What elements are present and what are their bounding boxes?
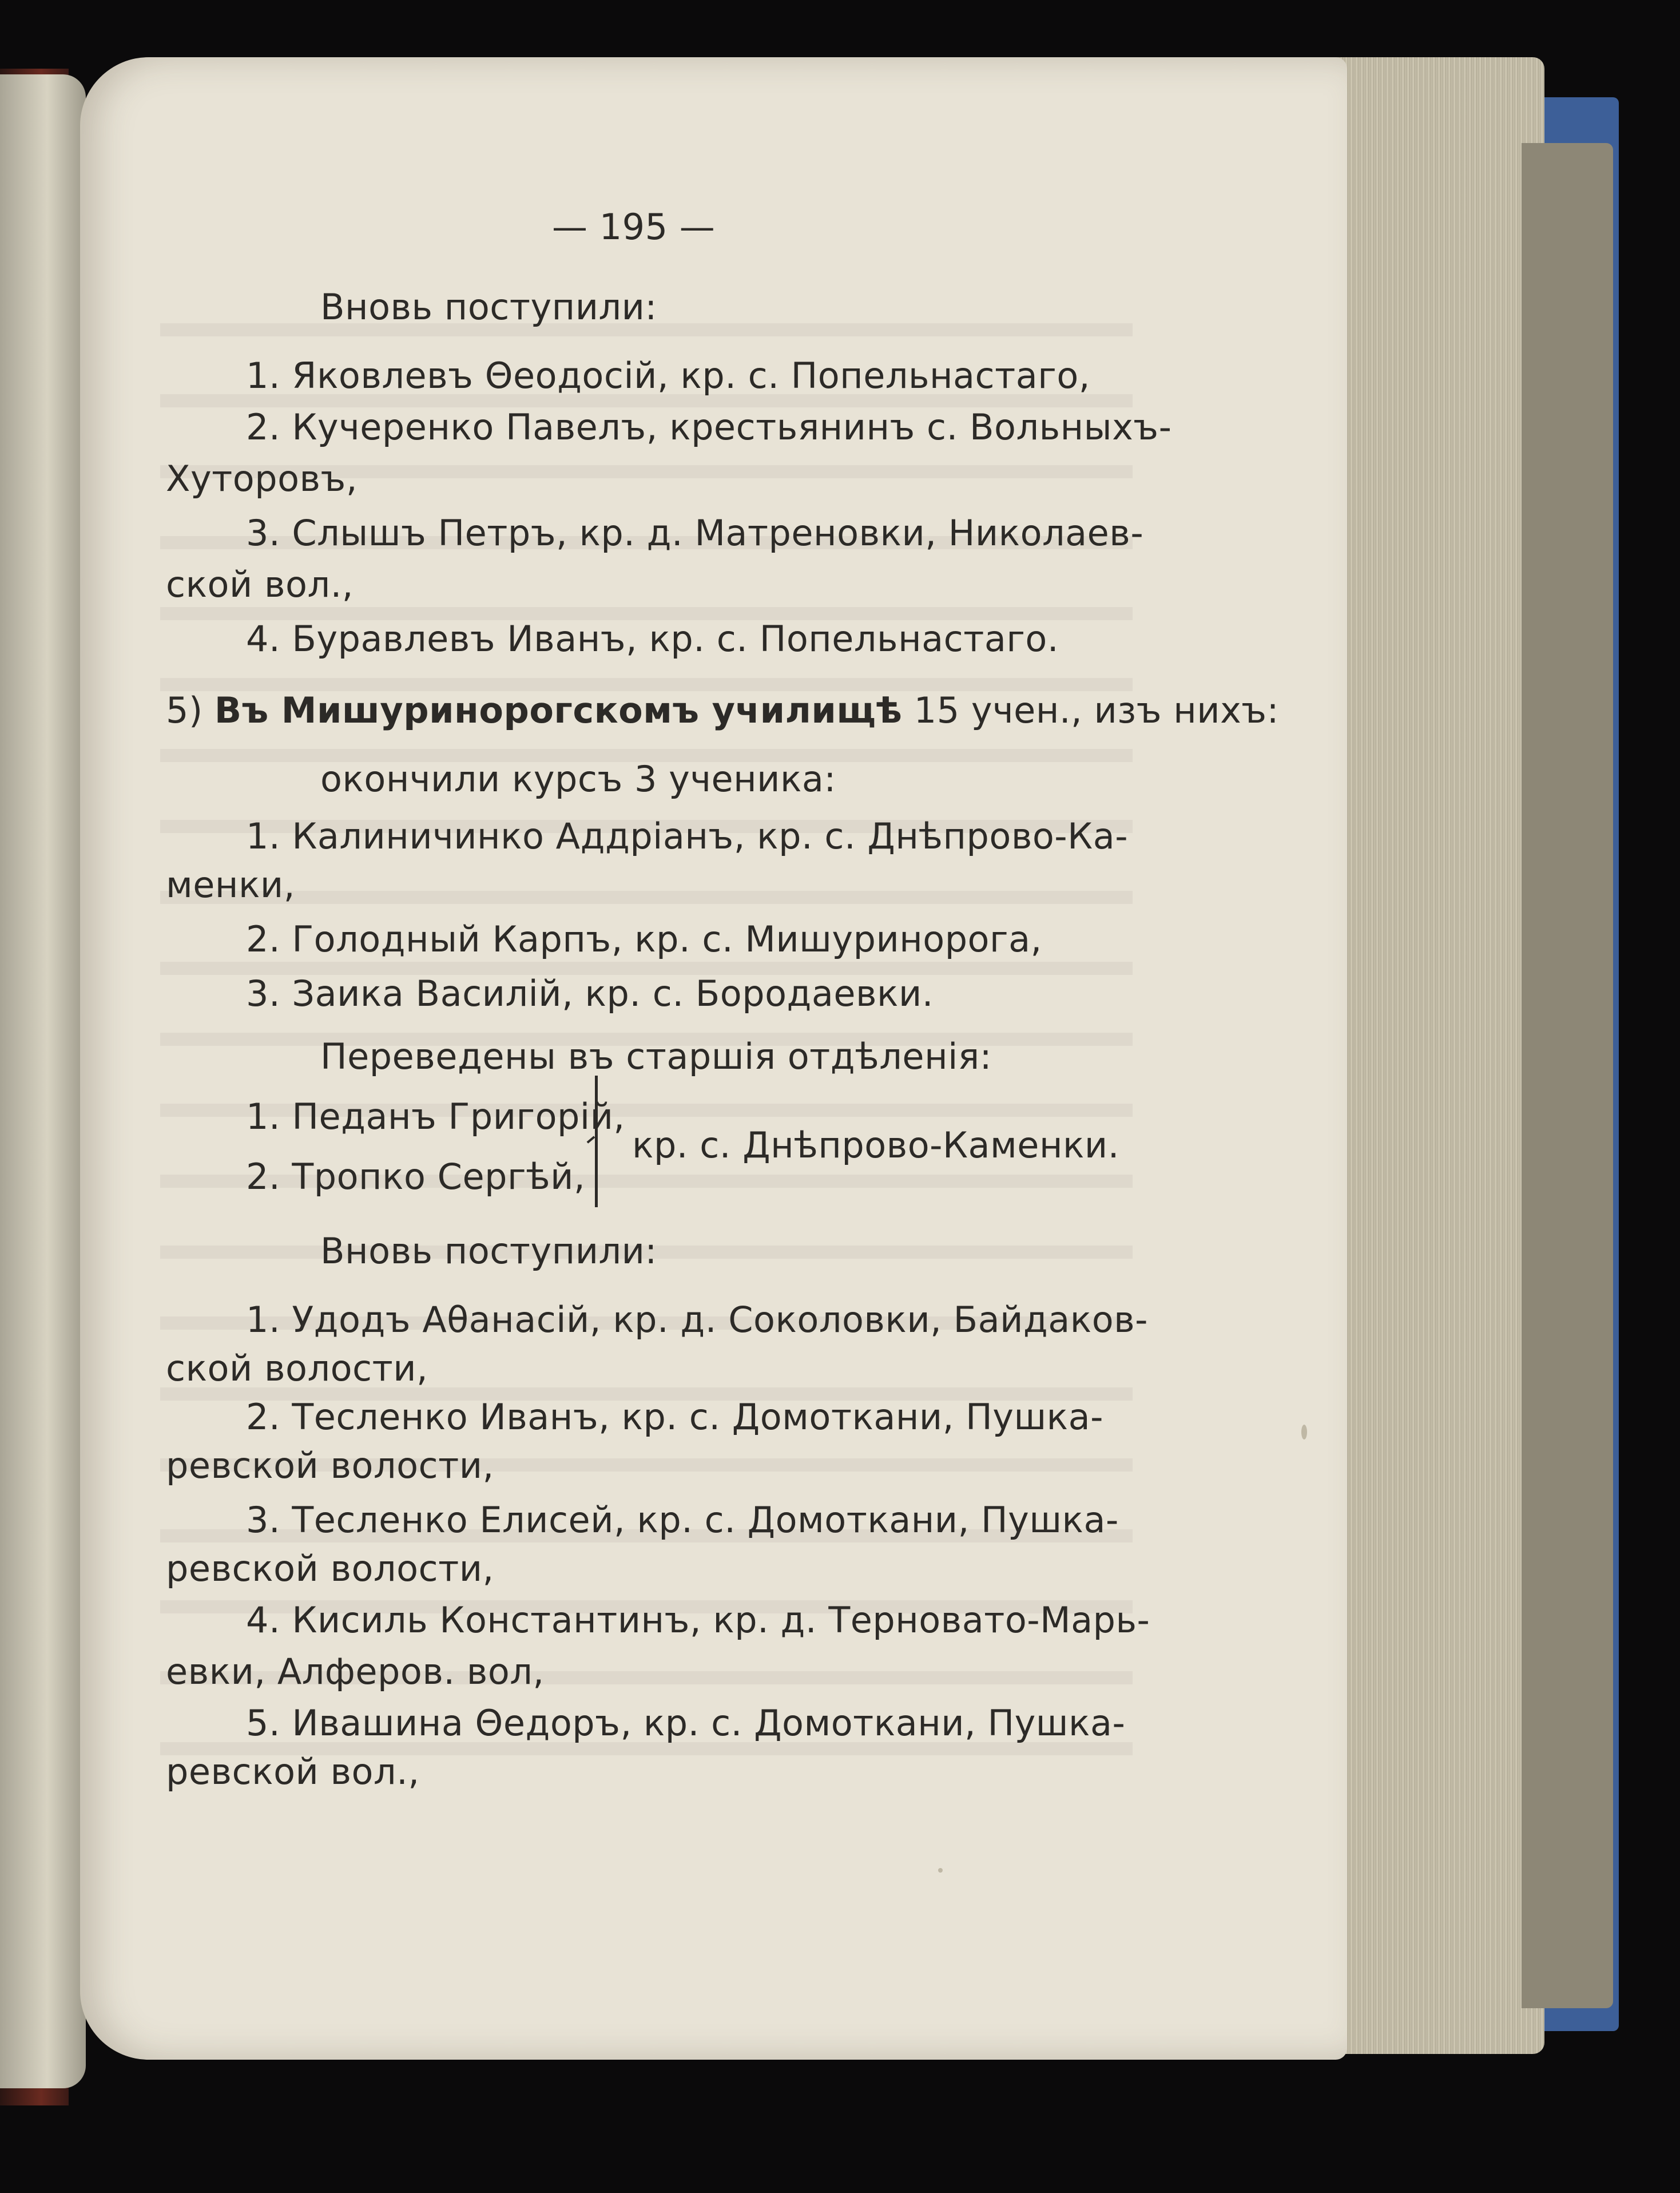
text-line: 2. Голодный Карпъ, кр. с. Мишуринорога, <box>246 918 1042 960</box>
text-line: 3. Заика Василій, кр. с. Бородаевки. <box>246 973 934 1014</box>
text-line: 4. Кисиль Константинъ, кр. д. Терновато-Марь- <box>246 1599 1150 1641</box>
left-page <box>0 74 86 2088</box>
transferred-place: кр. с. Днѣпрово-Каменки. <box>632 1124 1119 1166</box>
text-line: евки, Алферов. вол, <box>166 1651 545 1692</box>
text-line: ской волости, <box>166 1347 428 1389</box>
text-line: 1. Педанъ Григорій, <box>246 1096 625 1137</box>
section-title: Въ Мишуринорогскомъ училищѣ <box>214 689 903 731</box>
section-count: 15 учен., изъ нихъ: <box>914 689 1279 731</box>
text-line: ревской волости, <box>166 1445 494 1486</box>
text-line: 3. Тесленко Елисей, кр. с. Домоткани, Пушка- <box>246 1499 1119 1541</box>
text-line: ревской вол., <box>166 1751 420 1793</box>
text-line: 2. Кучеренко Павелъ, крестьянинъ с. Вольныхъ- <box>246 406 1172 448</box>
text-line: 1. Яковлевъ Θеодосій, кр. с. Попельнастаго, <box>246 355 1090 396</box>
text-line: 2. Тесленко Иванъ, кр. с. Домоткани, Пушка- <box>246 1396 1103 1438</box>
section4-new-heading: Вновь поступили: <box>320 286 657 328</box>
text-line: 1. Калиничинко Аддріанъ, кр. с. Днѣпрово-Ка- <box>246 815 1129 857</box>
text-line: Хуторовъ, <box>166 458 358 499</box>
finished-heading: окончили курсъ 3 ученика: <box>320 758 836 800</box>
text-line: менки, <box>166 864 295 906</box>
section5-new-heading: Вновь поступили: <box>320 1230 657 1272</box>
text-line: 1. Удодъ Аθанасій, кр. д. Соколовки, Байдаков- <box>246 1299 1149 1341</box>
section-number: 5) <box>166 689 203 731</box>
page-number: — 195 — <box>552 206 716 248</box>
text-line: 3. Слышъ Петръ, кр. д. Матреновки, Николаев- <box>246 512 1144 554</box>
page-block-edge <box>1333 57 1544 2054</box>
grouping-brace <box>595 1076 615 1207</box>
text-line: 5. Ивашина Θедоръ, кр. с. Домоткани, Пушка- <box>246 1702 1126 1744</box>
page-block-shadow <box>1522 143 1613 2008</box>
text-line: ской вол., <box>166 564 354 605</box>
transferred-heading: Переведены въ старшія отдѣленія: <box>320 1036 992 1077</box>
text-line: ревской волости, <box>166 1548 494 1589</box>
text-line: 2. Тропко Сергѣй, <box>246 1156 586 1197</box>
paper-speck <box>1301 1425 1307 1439</box>
paper-speck <box>938 1868 943 1873</box>
section5-heading <box>166 689 1279 731</box>
text-line: 4. Буравлевъ Иванъ, кр. с. Попельнастаго. <box>246 618 1059 660</box>
